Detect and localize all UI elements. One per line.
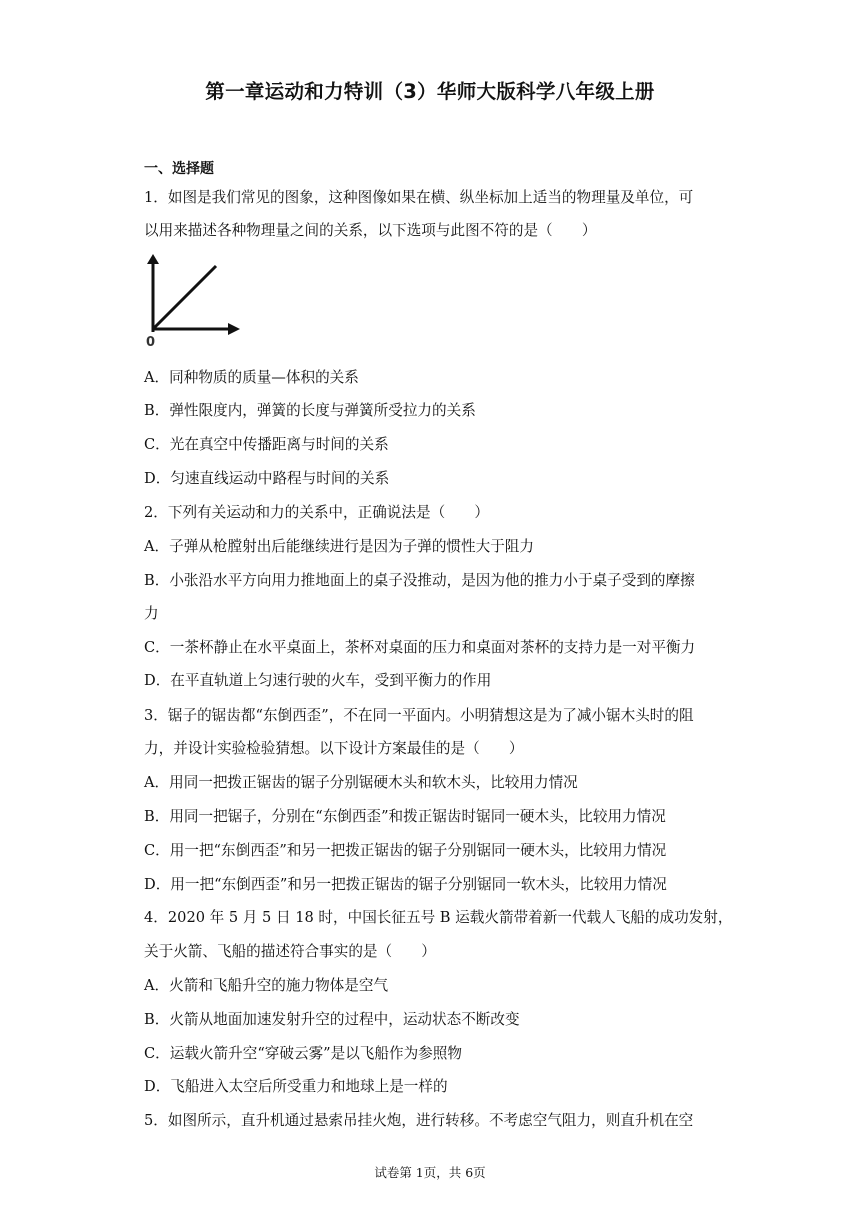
q4-stem-line1: 4．2020 年 5 月 5 日 18 时，中国长征五号 B 运载火箭带着新一代载人飞船的成功发射，	[144, 909, 733, 926]
graph-proportional-line	[154, 266, 216, 328]
q3-stem-line1: 3．锯子的锯齿都“东倒西歪”，不在同一平面内。小明猜想这是为了减小锯木头时的阻	[144, 707, 694, 724]
q2-option-c: C．一茶杯静止在水平桌面上，茶杯对桌面的压力和桌面对茶杯的支持力是一对平衡力	[144, 639, 696, 656]
q4-option-c: C．运载火箭升空“穿破云雾”是以飞船作为参照物	[144, 1045, 462, 1062]
q3-option-a: A．用同一把拨正锯齿的锯子分别锯硬木头和软木头，比较用力情况	[144, 774, 578, 791]
q1-option-a: A．同种物质的质量—体积的关系	[144, 369, 359, 386]
q1-stem-line1: 1．如图是我们常见的图象，这种图像如果在横、纵坐标加上适当的物理量及单位，可	[144, 189, 694, 206]
q3-option-b: B．用同一把锯子，分别在“东倒西歪”和拨正锯齿时锯同一硬木头，比较用力情况	[144, 808, 666, 825]
q5-stem-line1: 5．如图所示，直升机通过悬索吊挂火炮，进行转移。不考虑空气阻力，则直升机在空	[144, 1112, 694, 1129]
q1-option-b: B．弹性限度内，弹簧的长度与弹簧所受拉力的关系	[144, 402, 476, 419]
q2-option-d: D．在平直轨道上匀速行驶的火车，受到平衡力的作用	[144, 672, 492, 689]
q2-stem-line1: 2．下列有关运动和力的关系中，正确说法是（ ）	[144, 504, 489, 521]
q1-linear-graph	[146, 254, 246, 350]
q2-option-b: B．小张沿水平方向用力推地面上的桌子没推动，是因为他的推力小于桌子受到的摩擦	[144, 572, 695, 589]
graph-origin-label: 0	[146, 335, 156, 350]
q1-option-d: D．匀速直线运动中路程与时间的关系	[144, 470, 390, 487]
q4-option-d: D．飞船进入太空后所受重力和地球上是一样的	[144, 1078, 448, 1095]
q2-option-a: A．子弹从枪膛射出后能继续进行是因为子弹的惯性大于阻力	[144, 538, 534, 555]
q4-stem-line2: 关于火箭、飞船的描述符合事实的是（ ）	[144, 943, 436, 960]
q3-option-d: D．用一把“东倒西歪”和另一把拨正锯齿的锯子分别锯同一软木头，比较用力情况	[144, 876, 667, 893]
page-footer: 试卷第 1页，共 6页	[374, 1165, 486, 1180]
q1-option-c: C．光在真空中传播距离与时间的关系	[144, 436, 389, 453]
q4-option-b: B．火箭从地面加速发射升空的过程中，运动状态不断改变	[144, 1011, 520, 1028]
page-title: 第一章运动和力特训（3）华师大版科学八年级上册	[205, 80, 655, 103]
q2-option-b-cont: 力	[144, 605, 159, 622]
q3-stem-line2: 力，并设计实验检验猜想。以下设计方案最佳的是（ ）	[144, 740, 524, 757]
q3-option-c: C．用一把“东倒西歪”和另一把拨正锯齿的锯子分别锯同一硬木头，比较用力情况	[144, 842, 667, 859]
q1-stem-line2: 以用来描述各种物理量之间的关系，以下选项与此图不符的是（ ）	[144, 222, 597, 239]
graph-y-arrow	[147, 254, 159, 264]
graph-x-arrow	[228, 323, 240, 335]
q4-option-a: A．火箭和飞船升空的施力物体是空气	[144, 977, 389, 994]
section-heading: 一、选择题	[144, 161, 214, 177]
